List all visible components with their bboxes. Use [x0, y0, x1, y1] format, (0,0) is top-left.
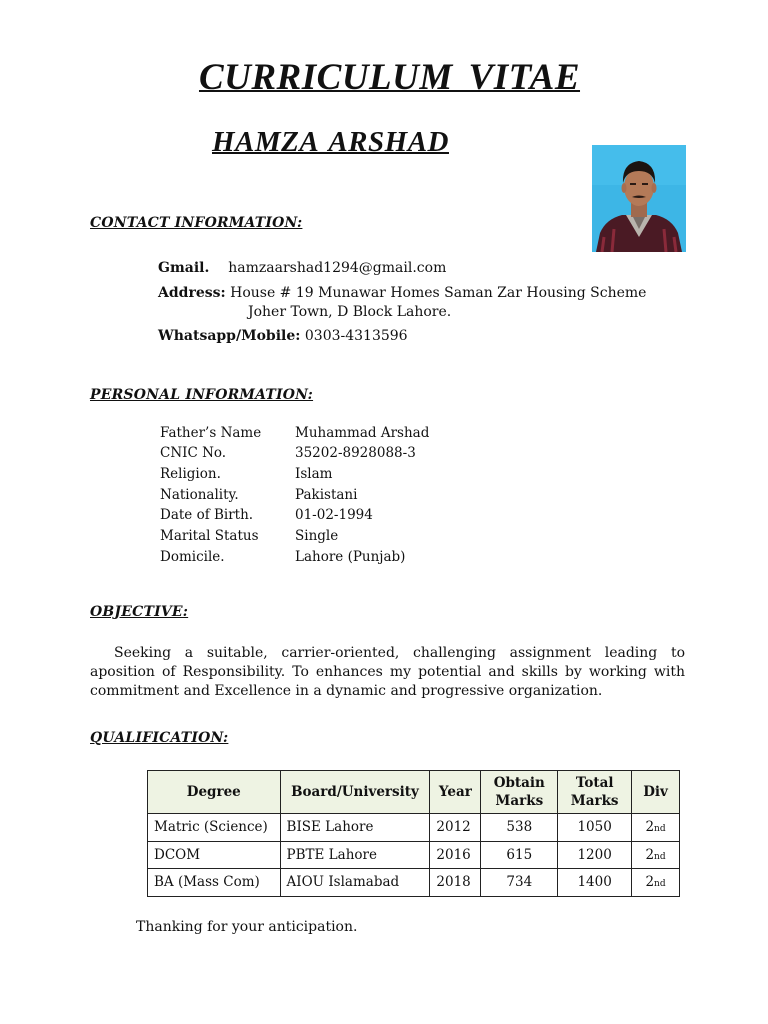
cell-board: BISE Lahore [280, 814, 430, 842]
pi-value: Lahore (Punjab) [295, 549, 406, 565]
header-obtain-marks [481, 771, 558, 814]
header-obtain-line-1: Obtain [493, 775, 545, 791]
portrait-image [592, 145, 686, 252]
div-suffix: nd [654, 851, 666, 862]
document-title: CURRICULUM VITAE [198, 57, 581, 98]
header-total-line-1: Total [575, 775, 614, 791]
header-year: Year [430, 771, 481, 814]
gmail-value: hamzaarshad1294@gmail.com [228, 260, 447, 276]
cell-board: AIOU Islamabad [280, 869, 430, 897]
pi-value: Islam [295, 466, 333, 482]
header-total-marks [558, 771, 632, 814]
div-number: 2 [645, 846, 655, 863]
cell-year: 2018 [430, 869, 481, 897]
pi-value: 35202-8928088-3 [295, 445, 416, 461]
pi-label: Religion. [160, 466, 221, 482]
qualification-heading: QUALIFICATION: [90, 730, 229, 746]
cell-degree: DCOM [148, 841, 281, 869]
candidate-name: HAMZA ARSHAD [212, 126, 449, 158]
pi-label: CNIC No. [160, 445, 227, 461]
mobile-line [158, 328, 408, 344]
pi-label: Nationality. [160, 487, 239, 503]
cell-div [632, 869, 680, 897]
div-suffix: nd [654, 824, 666, 835]
cell-total: 1050 [558, 814, 632, 842]
pi-label: Date of Birth. [160, 507, 254, 523]
table-row [148, 814, 680, 842]
cell-obtain: 734 [481, 869, 558, 897]
cell-total: 1400 [558, 869, 632, 897]
gmail-label: Gmail. [158, 260, 210, 276]
pi-value: 01-02-1994 [295, 507, 373, 523]
cell-degree: BA (Mass Com) [148, 869, 281, 897]
cell-year: 2016 [430, 841, 481, 869]
div-number: 2 [645, 819, 655, 836]
pi-label: Father’s Name [160, 425, 262, 441]
address-line-1: House # 19 Munawar Homes Saman Zar Housing Scheme [230, 285, 647, 301]
div-number: 2 [645, 874, 655, 891]
pi-label: Marital Status [160, 528, 259, 544]
objective-text: Seeking a suitable, carrier-oriented, challenging assignment leading to aposition of Responsibility. To enhances my potential and skills by working with commitment and Excellence in a dynamic and progressive organization. [90, 645, 685, 699]
mobile-value: 0303-4313596 [304, 328, 408, 344]
div-suffix: nd [654, 879, 666, 890]
table-row [148, 869, 680, 897]
header-obtain-line-2: Marks [495, 793, 544, 809]
pi-label: Domicile. [160, 549, 225, 565]
address-line [158, 285, 646, 301]
header-div: Div [632, 771, 680, 814]
objective-heading: OBJECTIVE: [90, 604, 189, 620]
contact-heading: CONTACT INFORMATION: [90, 215, 303, 231]
gmail-line [158, 260, 446, 276]
closing-line: Thanking for your anticipation. [136, 919, 358, 935]
personal-heading: PERSONAL INFORMATION: [90, 387, 314, 403]
table-row [148, 841, 680, 869]
cell-year: 2012 [430, 814, 481, 842]
pi-value: Single [295, 528, 339, 544]
cell-degree: Matric (Science) [148, 814, 281, 842]
cell-div [632, 841, 680, 869]
qualification-table [147, 770, 680, 897]
cell-board: PBTE Lahore [280, 841, 430, 869]
cell-obtain: 615 [481, 841, 558, 869]
address-label: Address: [158, 285, 226, 301]
address-line-2: Joher Town, D Block Lahore. [248, 304, 452, 320]
header-total-line-2: Marks [570, 793, 619, 809]
pi-value: Muhammad Arshad [295, 425, 430, 441]
mobile-label: Whatsapp/Mobile: [158, 328, 301, 344]
header-board: Board/University [280, 771, 430, 814]
table-header-row [148, 771, 680, 814]
pi-value: Pakistani [295, 487, 358, 503]
header-degree: Degree [148, 771, 281, 814]
cell-total: 1200 [558, 841, 632, 869]
cell-obtain: 538 [481, 814, 558, 842]
profile-photo [592, 145, 686, 252]
cell-div [632, 814, 680, 842]
